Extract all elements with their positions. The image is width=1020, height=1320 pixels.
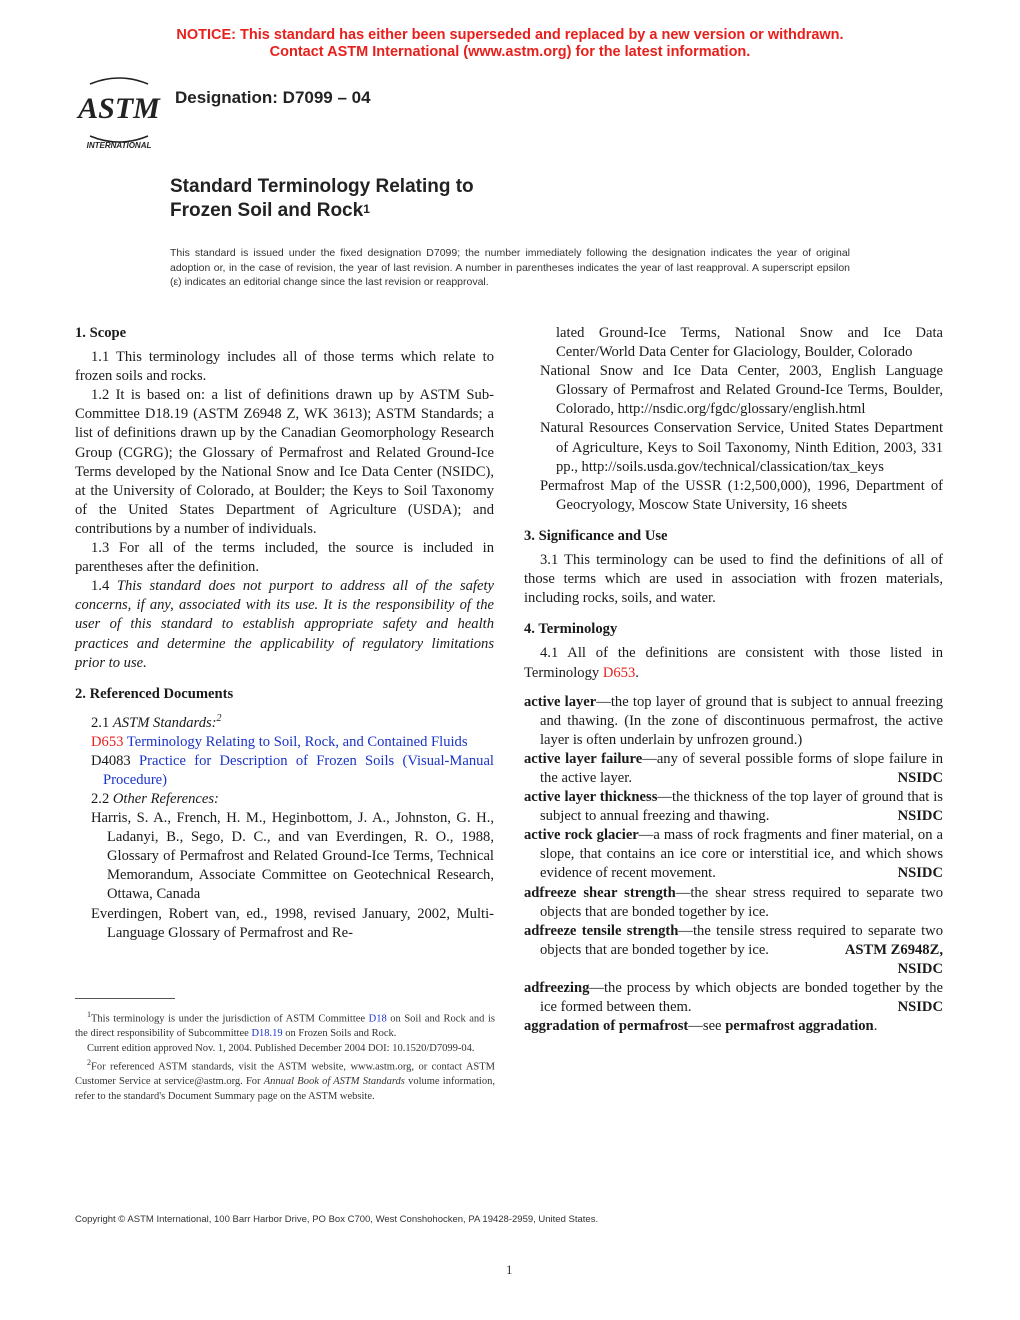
copyright: Copyright © ASTM International, 100 Barr Harbor Drive, PO Box C700, West Conshohocken, PA 19428-2959, United States. <box>75 1214 599 1225</box>
footnote-1-text-a: This terminology is under the jurisdiction of ASTM Committee <box>91 1013 369 1025</box>
notice-line-1: NOTICE: This standard has either been superseded and replaced by a new version or withdrawn. <box>176 27 844 43</box>
title-line-2: Frozen Soil and Rock <box>170 200 364 221</box>
term-adfreeze-shear-strength <box>524 884 943 922</box>
term-source: NSIDC <box>897 999 943 1016</box>
footnote-2-italic: Annual Book of ASTM Standards <box>263 1076 405 1087</box>
astm-logo-letters: ASTM <box>78 92 160 125</box>
para-1-4-text: This standard does not purport to address all of the safety concerns, if any, associated with its use. It is the responsibility of the user of this standard to establish appropriate safety and health practices and determine the applicability of regulatory limitations prior to use. <box>75 578 494 671</box>
significance-heading: 3. Significance and Use <box>524 527 668 544</box>
term-source: NSIDC <box>897 808 943 825</box>
term-name: active rock glacier <box>524 827 639 844</box>
term-list <box>524 693 943 1037</box>
ref-everdingen: Everdingen, Robert van, ed., 1998, revised January, 2002, Multi-Language Glossary of Permafrost and Re- <box>91 905 494 941</box>
para-2-1-sup: 2 <box>216 712 222 724</box>
footnote-2-text-b: volume information, refer to the standard's Document Summary page on the ASTM website. <box>75 1076 495 1102</box>
footnote-1 <box>75 1008 495 1042</box>
designation: Designation: D7099 – 04 <box>175 88 371 107</box>
term-definition: —the process by which objects are bonded together by the ice formed between them. <box>540 980 943 1016</box>
term-aggradation-of-permafrost <box>524 1017 943 1036</box>
footnote-d1819-link[interactable]: D18.19 <box>251 1028 283 1039</box>
ref-nrcs: Natural Resources Conservation Service, United States Department of Agriculture, Keys to Soil Taxonomy, Ninth Edition, 2003, 331 pp., http://soils.usda.gov/technical/classication/tax_keys <box>540 420 943 475</box>
footnotes <box>75 1008 495 1104</box>
notice-line-2: Contact ASTM International (www.astm.org) for the latest information. <box>269 44 751 60</box>
para-1-4-num: 1.4 <box>91 578 117 595</box>
para-2-2-text: Other References: <box>112 791 219 808</box>
term-definition: —the shear stress required to separate two objects that are bonded together by ice. <box>540 884 943 920</box>
para-2-1-text: ASTM Standards: <box>112 714 217 731</box>
term-definition: —the tensile stress required to separate two objects that are bonded together by ice. <box>540 922 943 958</box>
page-number: 1 <box>506 1262 513 1277</box>
term-adfreeze-tensile-strength <box>524 922 943 979</box>
para-1-4 <box>75 577 494 672</box>
title-line-1: Standard Terminology Relating to <box>170 176 474 197</box>
ref-everdingen-cont: lated Ground-Ice Terms, National Snow and Ice Data Center/World Data Center for Glaciology, Boulder, Colorado <box>556 325 943 361</box>
ref-d4083-code: D4083 <box>91 752 131 769</box>
para-3-1: 3.1 This terminology can be used to find the definitions of all of those terms which are used in association with frozen materials, including rocks, soils, and water. <box>524 552 943 607</box>
footnote-2-text-a: For referenced ASTM standards, visit the ASTM website, www.astm.org, or contact ASTM Customer Service at service@astm.org. For <box>75 1061 495 1087</box>
term-definition: —a mass of rock fragments and finer material, on a slope, that contains an ice core or interstitial ice, and which shows evidence of recent movement. <box>540 827 944 882</box>
term-definition: —any of several possible forms of slope failure in the active layer. <box>540 750 943 786</box>
ref-d4083-title[interactable]: Practice for Description of Frozen Soils (Visual-Manual Procedure) <box>103 752 494 788</box>
ref-d4083 <box>75 752 494 790</box>
term-adfreezing <box>524 979 943 1017</box>
para-2-1 <box>75 709 494 733</box>
astm-logo <box>76 74 162 154</box>
ref-d653 <box>75 733 494 752</box>
term-active-layer-failure <box>524 750 943 788</box>
para-2-2-num: 2.2 <box>91 791 113 808</box>
para-4-1-text: 4.1 All of the definitions are consistent with those listed in Terminology <box>524 645 943 681</box>
para-1-1: 1.1 This terminology includes all of those terms which relate to frozen soils and rocks. <box>75 349 494 385</box>
term-end: . <box>873 1018 878 1035</box>
footnote-1-mark: 1 <box>87 1010 91 1019</box>
title-footnote-mark: 1 <box>363 202 370 216</box>
para-2-1-num: 2.1 <box>91 714 113 731</box>
issued-statement: This standard is issued under the fixed designation D7099; the number immediately following the designation indicates the year of original adoption or, in the case of revision, the year of last revision. A number in parentheses indicates the year of last reapproval. A superscript epsilon (ε) indicates an editorial change since the last revision or reapproval. <box>170 247 850 289</box>
footnote-edition: Current edition approved Nov. 1, 2004. Published December 2004 DOI: 10.1520/D7099-04. <box>87 1042 475 1054</box>
terminology-heading: 4. Terminology <box>524 621 618 638</box>
term-definition: —the top layer of ground that is subject to annual freezing and thawing. (In the zone of discontinuous permafrost, the active layer is often underlain by unfrozen ground.) <box>540 693 943 748</box>
ref-d653-code[interactable]: D653 <box>91 733 124 750</box>
term-name: adfreeze shear strength <box>524 884 676 901</box>
term-name: active layer thickness <box>524 789 658 806</box>
term-source: NSIDC <box>897 769 943 786</box>
left-column <box>75 324 494 943</box>
term-name: adfreezing <box>524 980 590 996</box>
footnote-1-text-b: on Soil and Rock and is the direct responsibility of Subcommittee <box>75 1013 495 1039</box>
scope-heading: 1. Scope <box>75 325 127 341</box>
page-title <box>170 175 474 223</box>
ref-nsidc: National Snow and Ice Data Center, 2003, English Language Glossary of Permafrost and Related Ground-Ice Terms, Boulder, Colorado, http://nsdic.org/fgdc/glossary/english.html <box>540 363 943 418</box>
para-1-3: 1.3 For all of the terms included, the source is included in parentheses after the definition. <box>75 540 494 576</box>
term-name: active layer failure <box>524 750 643 767</box>
para-1-2: 1.2 It is based on: a list of definitions drawn up by ASTM Sub-Committee D18.19 (ASTM Z6948 Z, WK 3613); ASTM Standards; a list of definitions drawn up by the Canadian Geomorphology Research Group (CGRG); the Glossary of Permafrost and Related Ground-Ice Terms developed by the National Snow and Ice Data Center (NSIDC), at the University of Colorado, at Boulder; the Keys to Soil Taxonomy of the United States Department of Agriculture (USDA); and contributions by a number of individuals. <box>75 387 494 537</box>
footnote-d18-link[interactable]: D18 <box>368 1013 387 1025</box>
astm-logo-international: INTERNATIONAL <box>86 141 152 150</box>
term-see: —see <box>688 1018 726 1035</box>
term-active-layer-thickness <box>524 788 943 826</box>
para-2-2 <box>75 790 494 809</box>
para-4-1 <box>524 644 943 682</box>
term-see-target: permafrost aggradation <box>725 1018 874 1035</box>
term-active-rock-glacier <box>524 826 943 883</box>
term-name: aggradation of permafrost <box>524 1018 689 1035</box>
term-source: NSIDC <box>897 865 943 882</box>
para-4-1-d653-link[interactable]: D653 <box>602 664 636 681</box>
refs-heading: 2. Referenced Documents <box>75 685 234 702</box>
footnote-rule <box>75 998 175 999</box>
term-active-layer <box>524 693 943 750</box>
para-4-1-end: . <box>635 664 639 681</box>
term-name: active layer <box>524 693 597 710</box>
ref-permafrost-map: Permafrost Map of the USSR (1:2,500,000), 1996, Department of Geocryology, Moscow State University, 16 sheets <box>540 477 943 513</box>
ref-d653-title[interactable]: Terminology Relating to Soil, Rock, and Contained Fluids <box>126 733 468 750</box>
term-source: ASTM Z6948Z, NSIDC <box>844 941 943 977</box>
footnote-1-text-c: on Frozen Soils and Rock. <box>282 1028 397 1039</box>
term-name: adfreeze tensile strength <box>524 922 679 939</box>
footnote-2 <box>75 1056 495 1104</box>
footnote-2-mark: 2 <box>87 1058 91 1067</box>
ref-harris: Harris, S. A., French, H. M., Heginbottom, J. A., Johnston, G. H., Ladanyi, B., Sego, D. C., and van Everdingen, R. O., 1988, Glossary of Permafrost and Related Ground-Ice Terms, Technical Memorandum, Associate Committee on Geotechnical Research, Ottawa, Canada <box>91 810 494 903</box>
right-column <box>524 324 943 1036</box>
term-definition: —the thickness of the top layer of ground that is subject to annual freezing and thawing. <box>540 789 943 825</box>
